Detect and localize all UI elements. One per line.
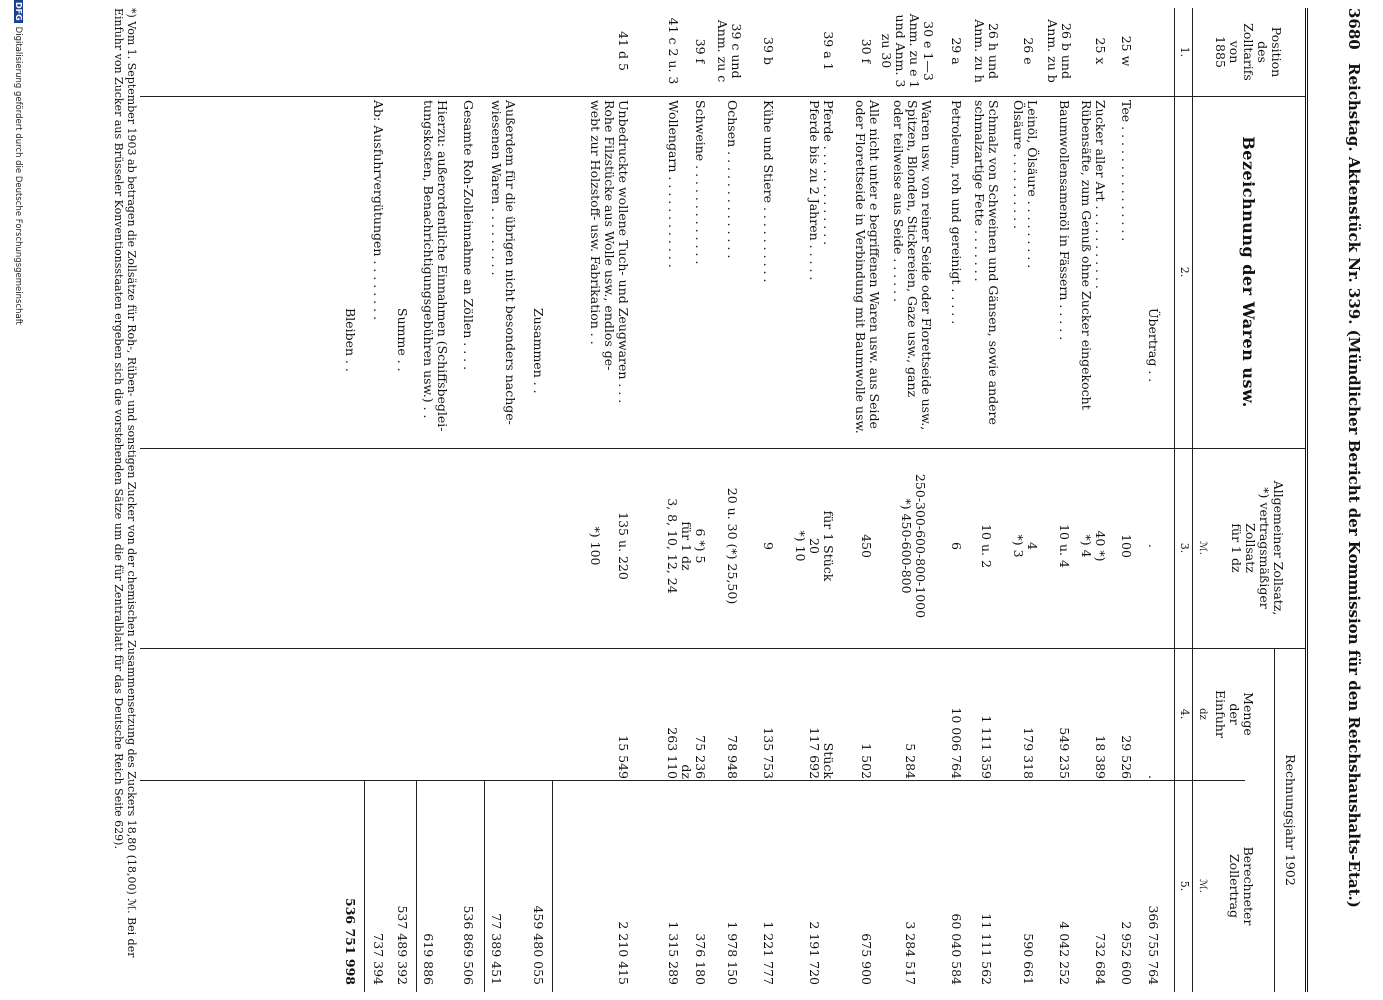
row-quantity: 18 389 [1093, 735, 1108, 779]
ausserdem-label: Außerdem für die übrigen nicht besonders nachge- wiesenen Waren . . . . . . . . . [489, 100, 518, 425]
zusammen-label: Zusammen . . [531, 308, 546, 394]
row-quantity: 5 284 [903, 743, 918, 779]
header-position: Position des Zolltarifs von 1885 [1213, 23, 1284, 81]
row-amount: 590 661 [1021, 933, 1036, 985]
row-quantity: 1 111 359 [979, 715, 994, 779]
credit-text: Digitalisierung gefördert durch die Deutsche Forschungsgemeinschaft [13, 26, 23, 325]
header-rule [1174, 8, 1175, 992]
row-quantity: 179 318 [1021, 727, 1036, 779]
row-description: Petroleum, roh und gereinigt . . . . . [949, 100, 964, 325]
ab-label: Ab: Ausfuhrvergütungen . . . . . . . . [371, 100, 386, 321]
row-rate: 450 [859, 534, 874, 558]
row-quantity: 135 753 [761, 727, 776, 779]
row-rate: 6 [949, 542, 964, 550]
row-amount: 732 684 [1093, 933, 1108, 985]
header-rule [1192, 8, 1193, 992]
header-description: Bezeichnung der Waren usw. [1239, 136, 1258, 408]
row-amount: 2 191 720 [807, 921, 822, 985]
dfg-logo: DFG [14, 2, 23, 21]
row-amount: 366 755 764 [1146, 905, 1161, 985]
sum-rule [364, 781, 365, 992]
ab-amount: 737 394 [371, 933, 386, 985]
row-amount: 3 284 517 [903, 921, 918, 985]
header-quantity: Menge der Einfuhr [1213, 690, 1256, 738]
row-amount: 1 978 150 [725, 921, 740, 985]
unit-quantity: dz [1197, 708, 1208, 720]
row-description: Übertrag . . [1146, 308, 1161, 383]
row-position: 39 b [761, 37, 776, 65]
row-amount: 2 952 600 [1119, 921, 1134, 985]
column-rule [140, 96, 1305, 97]
row-quantity: . [1146, 775, 1161, 779]
row-quantity: 15 549 [616, 735, 631, 779]
row-rate: 6 *) 5 [693, 528, 708, 564]
row-position: 25 w [1119, 35, 1134, 67]
row-quantity: 78 948 [725, 735, 740, 779]
row-amount: 675 900 [859, 933, 874, 985]
footnote: *) Vom 1. September 1903 ab betragen die Zollsätze für Roh-, Rüben- und sonstigen Zucker von der chemischen Zusammensetzung des Zuckers 18,80 (18,00) ℳ. Bei der Einfuhr von Zucker aus Brüsseler Konventionsstaaten ergeben sich die vorstehenden Sätze um die für Zentralblatt für das Deutsche Reich Seite 629). [112, 8, 138, 958]
summe-label: Summe . . [395, 308, 410, 372]
row-description: Leinöl, Ölsäure . . . . . . . . . Ölsäure . . . . . . . . . . [1011, 100, 1040, 269]
unit-rate: ℳ. [1197, 541, 1208, 555]
unit-amount: ℳ. [1197, 879, 1208, 893]
row-rate: 100 [1119, 534, 1134, 558]
row-amount: 11 111 562 [979, 913, 994, 985]
row-quantity: 1 502 [859, 743, 874, 779]
bleiben-amount: 536 751 998 [343, 898, 358, 985]
column-number-5: 5. [1178, 880, 1191, 892]
row-position: 39 c und Anm. zu c [715, 19, 744, 83]
zusammen-amount: 459 480 055 [531, 905, 546, 985]
row-position: 26 b und Anm. zu b [1045, 19, 1074, 83]
row-description: Waren usw. von reiner Seide oder Florettseide usw., Spitzen, Blonden, Stickereien, Gaze usw., ganz oder teilweise aus Seide . . . . . . [891, 100, 934, 431]
column-number-2: 2. [1178, 266, 1191, 278]
row-rate: 20 u. 30 (*) 25,50) [725, 487, 740, 605]
row-quantity: 10 006 764 [949, 707, 964, 779]
row-amount: 4 042 252 [1057, 921, 1072, 985]
row-rate: für 1 Stück 20 *) 10 [793, 510, 836, 582]
row-description: Schmalz von Schweinen und Gänsen, sowie andere schmalzartige Fette . . . . . . . [972, 100, 1001, 425]
gesamt-amount: 536 869 506 [461, 905, 476, 985]
row-description: Wollengarn . . . . . . . . . . . . [666, 100, 681, 268]
row-amount: 60 040 584 [949, 913, 964, 985]
ausserdem-amount: 77 389 451 [489, 913, 504, 985]
row-position: 41 d 5 [616, 31, 631, 71]
row-rate: 135 u. 220 *) 100 [588, 512, 631, 580]
row-position: 26 e [1021, 37, 1036, 65]
row-description: Pferde . . . . . . . . . . . . . Pferde bis zu 2 Jahren . . . . . [807, 100, 836, 281]
row-quantity: 75 236 [693, 735, 708, 779]
row-rate: 10 u. 2 [979, 524, 994, 568]
summe-amount: 537 489 392 [395, 905, 410, 985]
row-position: 30 e 1—3 Anm. zu e 1 und Anm. 3 zu 30 [879, 13, 936, 89]
row-position: 29 a [949, 37, 964, 65]
row-position: 39 f [693, 38, 708, 64]
header-amount: Berechneter Zollertrag [1227, 846, 1256, 926]
sum-rule [484, 781, 485, 992]
row-description: Baumwollensamenöl in Fässern . . . . . [1057, 100, 1072, 341]
row-description: Alle nicht unter e begriffenen Waren usw. aus Seide oder Florettseide in Verbindung mit Baumwolle usw. [853, 100, 882, 434]
row-position: 25 x [1093, 37, 1108, 65]
row-position: 30 f [859, 38, 874, 64]
row-rate: 250-300-600-800-1000 *) 450-600-800 [899, 473, 928, 619]
row-amount: 1 315 289 [666, 921, 681, 985]
row-position: 39 a 1 [821, 31, 836, 71]
row-quantity: dz 263 110 [665, 727, 694, 779]
row-description: Kühe und Stiere . . . . . . . . . . [761, 100, 776, 283]
row-position: 41 c 2 u. 3 [666, 17, 681, 85]
row-description: Unbedruckte wollene Tuch- und Zeugwaren . . . Rohe Filzstücke aus Wolle usw., endlos ge- webt zur Holzstoff- usw. Fabrikation . . [588, 100, 631, 404]
column-number-3: 3. [1178, 542, 1191, 554]
hierzu-label: Hierzu: außerordentliche Einnahmen (Schiffsbeglei- tungskosten, Benachrichtigungsgebühren usw.) . . [421, 100, 450, 432]
row-description: Ochsen . . . . . . . . . . . . . . [725, 100, 740, 259]
row-rate: 40 *) *) 4 [1079, 530, 1108, 562]
row-description: Tee . . . . . . . . . . . . . . . [1119, 100, 1134, 242]
row-description: Schweine . . . . . . . . . . . . . [693, 100, 708, 265]
column-number-4: 4. [1178, 708, 1191, 720]
page-title: Reichstag. Aktenstück Nr. 339. (Mündlicher Bericht der Kommission für den Reichshaushalts-Etat.) [1345, 63, 1363, 908]
row-amount: 376 180 [693, 933, 708, 985]
row-rate: 10 u. 4 [1057, 524, 1072, 568]
row-position: 26 h und Anm. zu h [972, 19, 1001, 83]
sum-rule [552, 781, 553, 992]
row-description: Zucker aller Art . . . . . . . . . . . Rübensäfte, zum Genuß ohne Zucker eingekocht [1079, 100, 1108, 410]
row-quantity: Stück 117 692 [807, 727, 836, 779]
row-amount: 2 210 415 [616, 921, 631, 985]
row-rate: 4 *) 3 [1011, 534, 1040, 558]
row-quantity: 549 235 [1057, 727, 1072, 779]
column-number-1: 1. [1178, 46, 1191, 58]
header-rule [1274, 648, 1275, 992]
header-fiscal-year: Rechnungsjahr 1902 [1283, 754, 1298, 886]
gesamt-label: Gesamte Roh-Zolleinnahme an Zöllen . . . . [461, 100, 476, 371]
customs-revenue-table [140, 8, 1308, 992]
row-rate: für 1 dz 3, 8, 10, 12, 24 [665, 498, 694, 594]
row-quantity: 29 526 [1119, 735, 1134, 779]
header-rate: Allgemeiner Zollsatz, *) vertragsmäßiger Zollsatz für 1 dz [1229, 480, 1286, 616]
row-rate: 9 [761, 542, 776, 550]
row-rate: . [1146, 544, 1161, 548]
hierzu-amount: 619 886 [421, 933, 436, 985]
digitization-credit [13, 0, 23, 1000]
row-amount: 1 221 777 [761, 921, 776, 985]
page-number: 3680 [1345, 8, 1363, 50]
sum-rule [416, 781, 417, 992]
bleiben-label: Bleiben . . [343, 308, 358, 372]
